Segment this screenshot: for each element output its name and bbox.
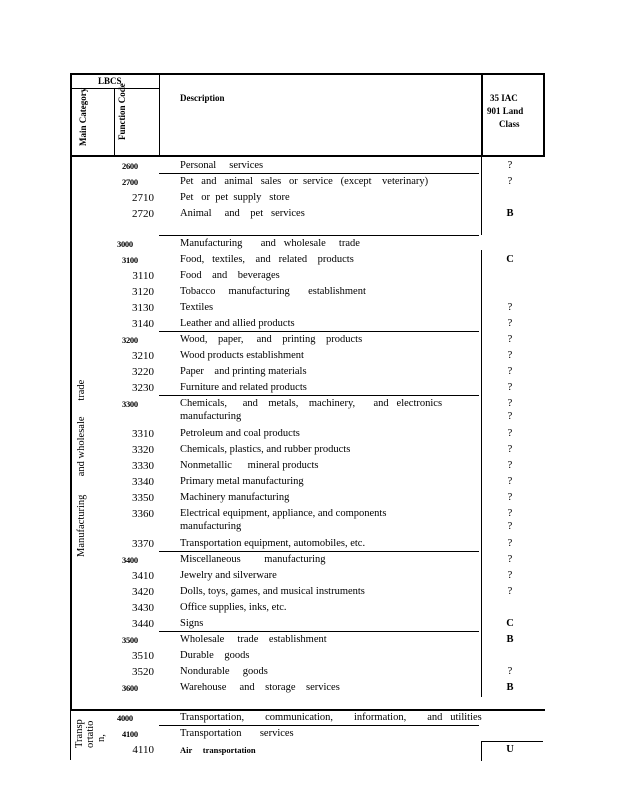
function-code: 2600 (122, 161, 138, 171)
land-class: ? (507, 366, 513, 377)
group-label-transportation-line3-text: n, (96, 734, 107, 742)
description: Chemicals, and metals, machinery, and electronics (180, 398, 443, 409)
land-class: ? (507, 334, 513, 345)
land-class: ? (507, 350, 513, 361)
function-code: 3520 (132, 666, 154, 678)
land-class: ? (507, 398, 513, 409)
land-class: ? (507, 538, 513, 549)
land-class: B (506, 208, 514, 219)
land-class: ? (507, 508, 513, 519)
function-code: 3340 (132, 476, 154, 488)
row-divider (159, 395, 479, 396)
col-divider-main-function (114, 88, 115, 156)
function-code: 3110 (132, 270, 154, 282)
description: Personal services (180, 160, 264, 171)
description: Machinery manufacturing (180, 492, 290, 503)
description: Transportation services (180, 728, 294, 739)
group-label-manufacturing (76, 379, 87, 557)
land-class: ? (507, 492, 513, 503)
land-class: ? (507, 160, 513, 171)
land-class: ? (507, 586, 513, 597)
table-left-border (70, 73, 72, 709)
description: Primary metal manufacturing (180, 476, 304, 487)
function-code: 3420 (132, 586, 154, 598)
description: Wood products establishment (180, 350, 304, 361)
header-description: Description (180, 93, 225, 103)
description: Animal and pet services (180, 208, 305, 219)
header-iac-line2: 901 Land (487, 106, 524, 116)
description: Miscellaneous manufacturing (180, 554, 326, 565)
description: Pet or pet supply store (180, 192, 290, 203)
land-class: ? (507, 318, 513, 329)
function-code: 3300 (122, 399, 138, 409)
function-code: 3410 (132, 570, 154, 582)
header-lbcs: LBCS (98, 76, 122, 86)
function-code: 3370 (132, 538, 154, 550)
row-divider (481, 741, 543, 742)
description: Pet and animal sales or service (except veterinary) (180, 176, 429, 187)
header-iac-line3: Class (499, 119, 520, 129)
description: Textiles (180, 302, 214, 313)
description: Warehouse and storage services (180, 682, 340, 693)
land-class: ? (507, 476, 513, 487)
function-code: 3120 (132, 286, 154, 298)
row-divider (159, 725, 479, 726)
function-code: 3440 (132, 618, 154, 630)
row-divider (159, 173, 479, 174)
description: Wood, paper, and printing products (180, 334, 363, 345)
col-divider-desc-class (481, 73, 483, 157)
land-class: B (506, 634, 514, 645)
group-label-manufacturing-text: Manufacturing and wholesale trade (76, 379, 87, 557)
land-class: ? (507, 570, 513, 581)
land-class-continuation: ? (507, 521, 513, 532)
function-code: 2700 (122, 177, 138, 187)
function-code: 3500 (122, 635, 138, 645)
land-class: ? (507, 460, 513, 471)
land-class: U (506, 744, 514, 755)
col-divider-code-desc (159, 73, 160, 156)
land-class: ? (507, 666, 513, 677)
header-function-code-label: Function Code (117, 83, 127, 140)
description: Wholesale trade establishment (180, 634, 327, 645)
description: Transportation, communication, information, and utilities (180, 712, 482, 723)
description: Nondurable goods (180, 666, 268, 677)
description-continuation: manufacturing (180, 521, 242, 532)
function-code: 3200 (122, 335, 138, 345)
description: Manufacturing and wholesale trade (180, 238, 360, 249)
function-code: 3430 (132, 602, 154, 614)
function-code: 3230 (132, 382, 154, 394)
function-code: 3100 (122, 255, 138, 265)
function-code: 3130 (132, 302, 154, 314)
land-class: ? (507, 428, 513, 439)
description: Durable goods (180, 650, 250, 661)
table-top-border (70, 73, 545, 75)
row-divider-short (481, 157, 482, 235)
description: Paper and printing materials (180, 366, 307, 377)
land-class: C (506, 254, 514, 265)
function-code: 3350 (132, 492, 154, 504)
row-divider (159, 631, 479, 632)
class-col-divider (481, 250, 482, 697)
function-code: 3600 (122, 683, 138, 693)
row-divider (159, 331, 479, 332)
header-bottom-border (70, 155, 545, 157)
group-label-transportation (74, 719, 96, 748)
description: Air transportation (180, 745, 256, 755)
class-col-divider (481, 741, 482, 761)
header-main-category (78, 86, 89, 146)
function-code: 3320 (132, 444, 154, 456)
header-function-code (117, 80, 128, 140)
description: Petroleum and coal products (180, 428, 300, 439)
land-class: C (506, 618, 514, 629)
function-code: 2720 (132, 208, 154, 220)
group-label-transportation-line2: ortatio (85, 720, 96, 748)
group-label-transportation-line3 (96, 734, 107, 742)
function-code: 4110 (132, 744, 154, 756)
function-code: 3330 (132, 460, 154, 472)
land-class-continuation: ? (507, 411, 513, 422)
function-code: 3360 (132, 508, 154, 520)
land-class: ? (507, 302, 513, 313)
description: Leather and allied products (180, 318, 295, 329)
table-right-border (543, 73, 545, 157)
description: Furniture and related products (180, 382, 307, 393)
function-code: 4100 (122, 729, 138, 739)
function-code: 3310 (132, 428, 154, 440)
land-class: ? (507, 554, 513, 565)
description: Transportation equipment, automobiles, etc. (180, 538, 366, 549)
description: Tobacco manufacturing establishment (180, 286, 366, 297)
description: Dolls, toys, games, and musical instruments (180, 586, 365, 597)
section2-left-border (70, 710, 71, 760)
function-code: 3510 (132, 650, 154, 662)
function-code: 3220 (132, 366, 154, 378)
land-class: ? (507, 176, 513, 187)
land-class: ? (507, 382, 513, 393)
land-class: B (506, 682, 514, 693)
description: Electrical equipment, appliance, and components (180, 508, 387, 519)
row-divider (159, 551, 479, 552)
function-code: 3210 (132, 350, 154, 362)
row-divider (159, 235, 479, 236)
description: Office supplies, inks, etc. (180, 602, 287, 613)
description: Jewelry and silverware (180, 570, 277, 581)
function-code: 3400 (122, 555, 138, 565)
function-code: 3140 (132, 318, 154, 330)
section-divider (70, 709, 545, 711)
function-code: 4000 (117, 713, 133, 723)
function-code: 2710 (132, 192, 154, 204)
header-iac-line1: 35 IAC (490, 93, 518, 103)
description-continuation: manufacturing (180, 411, 242, 422)
header-main-category-label: Main Category (78, 87, 88, 146)
group-label-transportation-line1: Transp (74, 719, 85, 748)
description: Signs (180, 618, 204, 629)
function-code: 3000 (117, 239, 133, 249)
description: Food and beverages (180, 270, 280, 281)
description: Nonmetallic mineral products (180, 460, 319, 471)
description: Food, textiles, and related products (180, 254, 354, 265)
description: Chemicals, plastics, and rubber products (180, 444, 351, 455)
land-class: ? (507, 444, 513, 455)
